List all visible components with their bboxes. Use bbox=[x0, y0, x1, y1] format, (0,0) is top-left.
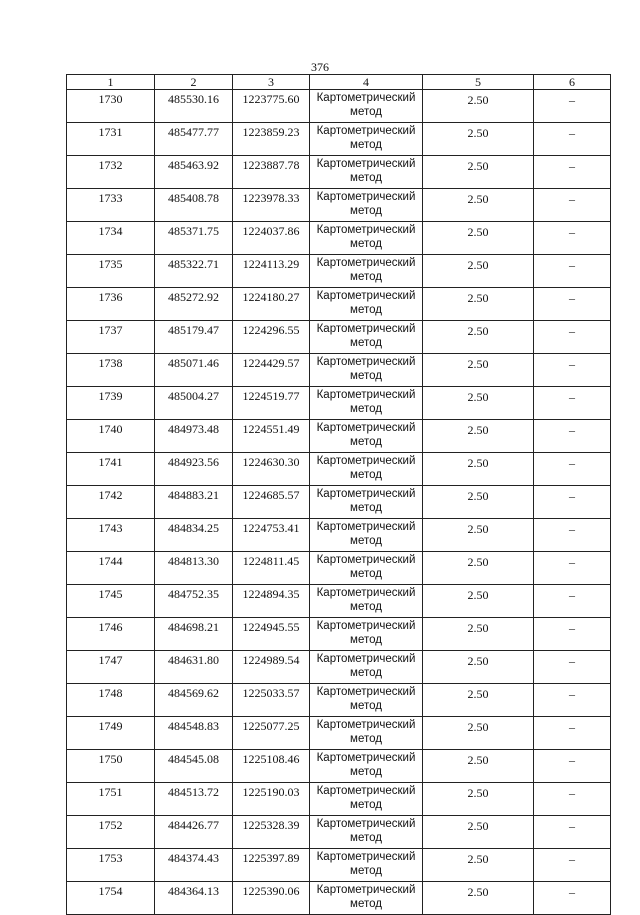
x-coordinate-cell: 485371.75 bbox=[155, 222, 233, 255]
note-cell: – bbox=[534, 387, 611, 420]
table-row bbox=[67, 288, 611, 321]
y-coordinate-cell: 1223978.33 bbox=[233, 189, 310, 222]
y-coordinate-cell: 1225328.39 bbox=[233, 816, 310, 849]
header-cell-6: 6 bbox=[534, 75, 611, 90]
point-number-cell: 1740 bbox=[67, 420, 155, 453]
point-number-cell: 1753 bbox=[67, 849, 155, 882]
point-number-cell: 1739 bbox=[67, 387, 155, 420]
table-row bbox=[67, 651, 611, 684]
page-number: 376 bbox=[311, 60, 329, 74]
accuracy-cell: 2.50 bbox=[423, 156, 534, 189]
coordinates-table bbox=[66, 74, 611, 915]
y-coordinate-cell: 1223775.60 bbox=[233, 90, 310, 123]
method-cell bbox=[310, 222, 423, 255]
y-coordinate-cell: 1224519.77 bbox=[233, 387, 310, 420]
x-coordinate-cell: 485408.78 bbox=[155, 189, 233, 222]
method-line-1: Картометрический bbox=[316, 92, 416, 104]
note-cell: – bbox=[534, 255, 611, 288]
y-coordinate-cell: 1224753.41 bbox=[233, 519, 310, 552]
method-line-2: метод bbox=[350, 865, 382, 877]
note-cell: – bbox=[534, 552, 611, 585]
method-line-2: метод bbox=[350, 436, 382, 448]
accuracy-cell: 2.50 bbox=[423, 585, 534, 618]
method-cell bbox=[310, 387, 423, 420]
accuracy-cell: 2.50 bbox=[423, 189, 534, 222]
method-line-2: метод bbox=[350, 568, 382, 580]
method-line-1: Картометрический bbox=[316, 587, 416, 599]
x-coordinate-cell: 485530.16 bbox=[155, 90, 233, 123]
table-row bbox=[67, 255, 611, 288]
method-line-2: метод bbox=[350, 205, 382, 217]
method-cell bbox=[310, 717, 423, 750]
x-coordinate-cell: 484548.83 bbox=[155, 717, 233, 750]
point-number-cell: 1744 bbox=[67, 552, 155, 585]
point-number-cell: 1752 bbox=[67, 816, 155, 849]
accuracy-cell: 2.50 bbox=[423, 387, 534, 420]
x-coordinate-cell: 484752.35 bbox=[155, 585, 233, 618]
y-coordinate-cell: 1224811.45 bbox=[233, 552, 310, 585]
method-line-1: Картометрический bbox=[316, 521, 416, 533]
accuracy-cell: 2.50 bbox=[423, 222, 534, 255]
x-coordinate-cell: 485004.27 bbox=[155, 387, 233, 420]
method-cell bbox=[310, 750, 423, 783]
method-line-2: метод bbox=[350, 634, 382, 646]
table-row bbox=[67, 519, 611, 552]
table-body bbox=[67, 90, 611, 915]
note-cell: – bbox=[534, 882, 611, 915]
note-cell: – bbox=[534, 354, 611, 387]
x-coordinate-cell: 484364.13 bbox=[155, 882, 233, 915]
method-line-1: Картометрический bbox=[316, 356, 416, 368]
point-number-cell: 1731 bbox=[67, 123, 155, 156]
accuracy-cell: 2.50 bbox=[423, 519, 534, 552]
method-cell bbox=[310, 849, 423, 882]
note-cell: – bbox=[534, 189, 611, 222]
method-cell bbox=[310, 684, 423, 717]
note-cell: – bbox=[534, 486, 611, 519]
point-number-cell: 1741 bbox=[67, 453, 155, 486]
method-line-2: метод bbox=[350, 700, 382, 712]
method-line-1: Картометрический bbox=[316, 752, 416, 764]
method-line-2: метод bbox=[350, 238, 382, 250]
point-number-cell: 1751 bbox=[67, 783, 155, 816]
header-cell-3: 3 bbox=[233, 75, 310, 90]
method-line-1: Картометрический bbox=[316, 323, 416, 335]
method-cell bbox=[310, 354, 423, 387]
x-coordinate-cell: 485179.47 bbox=[155, 321, 233, 354]
point-number-cell: 1738 bbox=[67, 354, 155, 387]
table-row bbox=[67, 783, 611, 816]
table-row bbox=[67, 585, 611, 618]
point-number-cell: 1745 bbox=[67, 585, 155, 618]
method-line-1: Картометрический bbox=[316, 719, 416, 731]
method-cell bbox=[310, 618, 423, 651]
point-number-cell: 1743 bbox=[67, 519, 155, 552]
header-cell-2: 2 bbox=[155, 75, 233, 90]
point-number-cell: 1736 bbox=[67, 288, 155, 321]
y-coordinate-cell: 1224037.86 bbox=[233, 222, 310, 255]
x-coordinate-cell: 484374.43 bbox=[155, 849, 233, 882]
table-row bbox=[67, 189, 611, 222]
note-cell: – bbox=[534, 420, 611, 453]
point-number-cell: 1746 bbox=[67, 618, 155, 651]
table-row bbox=[67, 717, 611, 750]
method-line-2: метод bbox=[350, 898, 382, 910]
accuracy-cell: 2.50 bbox=[423, 321, 534, 354]
x-coordinate-cell: 485463.92 bbox=[155, 156, 233, 189]
method-cell bbox=[310, 288, 423, 321]
point-number-cell: 1742 bbox=[67, 486, 155, 519]
note-cell: – bbox=[534, 651, 611, 684]
method-line-1: Картометрический bbox=[316, 488, 416, 500]
accuracy-cell: 2.50 bbox=[423, 651, 534, 684]
x-coordinate-cell: 484513.72 bbox=[155, 783, 233, 816]
point-number-cell: 1747 bbox=[67, 651, 155, 684]
accuracy-cell: 2.50 bbox=[423, 288, 534, 321]
method-line-1: Картометрический bbox=[316, 290, 416, 302]
accuracy-cell: 2.50 bbox=[423, 717, 534, 750]
method-cell bbox=[310, 156, 423, 189]
note-cell: – bbox=[534, 321, 611, 354]
table-row bbox=[67, 882, 611, 915]
method-cell bbox=[310, 585, 423, 618]
accuracy-cell: 2.50 bbox=[423, 882, 534, 915]
point-number-cell: 1733 bbox=[67, 189, 155, 222]
y-coordinate-cell: 1224180.27 bbox=[233, 288, 310, 321]
accuracy-cell: 2.50 bbox=[423, 684, 534, 717]
method-cell bbox=[310, 816, 423, 849]
method-line-1: Картометрический bbox=[316, 455, 416, 467]
y-coordinate-cell: 1224551.49 bbox=[233, 420, 310, 453]
method-cell bbox=[310, 420, 423, 453]
y-coordinate-cell: 1225108.46 bbox=[233, 750, 310, 783]
x-coordinate-cell: 484545.08 bbox=[155, 750, 233, 783]
y-coordinate-cell: 1224429.57 bbox=[233, 354, 310, 387]
method-line-2: метод bbox=[350, 271, 382, 283]
method-cell bbox=[310, 486, 423, 519]
note-cell: – bbox=[534, 717, 611, 750]
y-coordinate-cell: 1224945.55 bbox=[233, 618, 310, 651]
y-coordinate-cell: 1224989.54 bbox=[233, 651, 310, 684]
note-cell: – bbox=[534, 816, 611, 849]
accuracy-cell: 2.50 bbox=[423, 816, 534, 849]
note-cell: – bbox=[534, 750, 611, 783]
table-row bbox=[67, 816, 611, 849]
method-line-2: метод bbox=[350, 304, 382, 316]
method-cell bbox=[310, 552, 423, 585]
method-cell bbox=[310, 453, 423, 486]
method-line-1: Картометрический bbox=[316, 422, 416, 434]
accuracy-cell: 2.50 bbox=[423, 783, 534, 816]
header-cell-4: 4 bbox=[310, 75, 423, 90]
y-coordinate-cell: 1225397.89 bbox=[233, 849, 310, 882]
x-coordinate-cell: 484834.25 bbox=[155, 519, 233, 552]
point-number-cell: 1750 bbox=[67, 750, 155, 783]
table-row bbox=[67, 354, 611, 387]
accuracy-cell: 2.50 bbox=[423, 420, 534, 453]
y-coordinate-cell: 1225033.57 bbox=[233, 684, 310, 717]
method-line-2: метод bbox=[350, 502, 382, 514]
note-cell: – bbox=[534, 288, 611, 321]
table-row bbox=[67, 684, 611, 717]
method-line-1: Картометрический bbox=[316, 851, 416, 863]
method-line-2: метод bbox=[350, 106, 382, 118]
note-cell: – bbox=[534, 684, 611, 717]
method-cell bbox=[310, 255, 423, 288]
method-cell bbox=[310, 882, 423, 915]
x-coordinate-cell: 484883.21 bbox=[155, 486, 233, 519]
table-row bbox=[67, 486, 611, 519]
method-line-2: метод bbox=[350, 370, 382, 382]
method-line-2: метод bbox=[350, 733, 382, 745]
method-line-1: Картометрический bbox=[316, 653, 416, 665]
method-line-2: метод bbox=[350, 403, 382, 415]
method-cell bbox=[310, 90, 423, 123]
accuracy-cell: 2.50 bbox=[423, 618, 534, 651]
y-coordinate-cell: 1224685.57 bbox=[233, 486, 310, 519]
table-row bbox=[67, 849, 611, 882]
note-cell: – bbox=[534, 90, 611, 123]
method-cell bbox=[310, 651, 423, 684]
method-line-1: Картометрический bbox=[316, 818, 416, 830]
y-coordinate-cell: 1225390.06 bbox=[233, 882, 310, 915]
method-line-1: Картометрический bbox=[316, 686, 416, 698]
table-row bbox=[67, 321, 611, 354]
table-row bbox=[67, 222, 611, 255]
accuracy-cell: 2.50 bbox=[423, 123, 534, 156]
point-number-cell: 1749 bbox=[67, 717, 155, 750]
point-number-cell: 1748 bbox=[67, 684, 155, 717]
method-line-1: Картометрический bbox=[316, 191, 416, 203]
x-coordinate-cell: 485322.71 bbox=[155, 255, 233, 288]
method-line-1: Картометрический bbox=[316, 554, 416, 566]
x-coordinate-cell: 484973.48 bbox=[155, 420, 233, 453]
point-number-cell: 1735 bbox=[67, 255, 155, 288]
table-row bbox=[67, 90, 611, 123]
x-coordinate-cell: 485477.77 bbox=[155, 123, 233, 156]
x-coordinate-cell: 484569.62 bbox=[155, 684, 233, 717]
method-cell bbox=[310, 519, 423, 552]
method-line-2: метод bbox=[350, 667, 382, 679]
note-cell: – bbox=[534, 849, 611, 882]
note-cell: – bbox=[534, 519, 611, 552]
method-line-1: Картометрический bbox=[316, 785, 416, 797]
y-coordinate-cell: 1225190.03 bbox=[233, 783, 310, 816]
note-cell: – bbox=[534, 156, 611, 189]
x-coordinate-cell: 485272.92 bbox=[155, 288, 233, 321]
table-row bbox=[67, 420, 611, 453]
method-line-2: метод bbox=[350, 799, 382, 811]
accuracy-cell: 2.50 bbox=[423, 90, 534, 123]
header-cell-1: 1 bbox=[67, 75, 155, 90]
method-line-2: метод bbox=[350, 139, 382, 151]
table-row bbox=[67, 552, 611, 585]
y-coordinate-cell: 1223887.78 bbox=[233, 156, 310, 189]
method-cell bbox=[310, 321, 423, 354]
table-header bbox=[67, 75, 611, 90]
note-cell: – bbox=[534, 453, 611, 486]
x-coordinate-cell: 484698.21 bbox=[155, 618, 233, 651]
method-cell bbox=[310, 123, 423, 156]
method-line-2: метод bbox=[350, 469, 382, 481]
y-coordinate-cell: 1224296.55 bbox=[233, 321, 310, 354]
header-cell-5: 5 bbox=[423, 75, 534, 90]
accuracy-cell: 2.50 bbox=[423, 453, 534, 486]
accuracy-cell: 2.50 bbox=[423, 486, 534, 519]
method-line-2: метод bbox=[350, 601, 382, 613]
y-coordinate-cell: 1225077.25 bbox=[233, 717, 310, 750]
point-number-cell: 1737 bbox=[67, 321, 155, 354]
accuracy-cell: 2.50 bbox=[423, 255, 534, 288]
table-row bbox=[67, 750, 611, 783]
y-coordinate-cell: 1224894.35 bbox=[233, 585, 310, 618]
table-row bbox=[67, 123, 611, 156]
table-row bbox=[67, 618, 611, 651]
y-coordinate-cell: 1224630.30 bbox=[233, 453, 310, 486]
point-number-cell: 1734 bbox=[67, 222, 155, 255]
table-row bbox=[67, 453, 611, 486]
method-line-1: Картометрический bbox=[316, 224, 416, 236]
x-coordinate-cell: 484923.56 bbox=[155, 453, 233, 486]
y-coordinate-cell: 1224113.29 bbox=[233, 255, 310, 288]
accuracy-cell: 2.50 bbox=[423, 849, 534, 882]
note-cell: – bbox=[534, 585, 611, 618]
note-cell: – bbox=[534, 123, 611, 156]
x-coordinate-cell: 484813.30 bbox=[155, 552, 233, 585]
method-line-1: Картометрический bbox=[316, 389, 416, 401]
note-cell: – bbox=[534, 783, 611, 816]
table-row bbox=[67, 156, 611, 189]
note-cell: – bbox=[534, 222, 611, 255]
x-coordinate-cell: 485071.46 bbox=[155, 354, 233, 387]
method-line-2: метод bbox=[350, 832, 382, 844]
table-row bbox=[67, 387, 611, 420]
method-line-2: метод bbox=[350, 766, 382, 778]
point-number-cell: 1754 bbox=[67, 882, 155, 915]
method-cell bbox=[310, 783, 423, 816]
method-line-1: Картометрический bbox=[316, 257, 416, 269]
accuracy-cell: 2.50 bbox=[423, 552, 534, 585]
accuracy-cell: 2.50 bbox=[423, 750, 534, 783]
method-line-1: Картометрический bbox=[316, 620, 416, 632]
method-line-1: Картометрический bbox=[316, 125, 416, 137]
method-cell bbox=[310, 189, 423, 222]
method-line-2: метод bbox=[350, 337, 382, 349]
x-coordinate-cell: 484426.77 bbox=[155, 816, 233, 849]
accuracy-cell: 2.50 bbox=[423, 354, 534, 387]
method-line-2: метод bbox=[350, 172, 382, 184]
method-line-1: Картометрический bbox=[316, 158, 416, 170]
point-number-cell: 1732 bbox=[67, 156, 155, 189]
x-coordinate-cell: 484631.80 bbox=[155, 651, 233, 684]
point-number-cell: 1730 bbox=[67, 90, 155, 123]
method-line-1: Картометрический bbox=[316, 884, 416, 896]
method-line-2: метод bbox=[350, 535, 382, 547]
header-row bbox=[67, 75, 611, 90]
y-coordinate-cell: 1223859.23 bbox=[233, 123, 310, 156]
note-cell: – bbox=[534, 618, 611, 651]
